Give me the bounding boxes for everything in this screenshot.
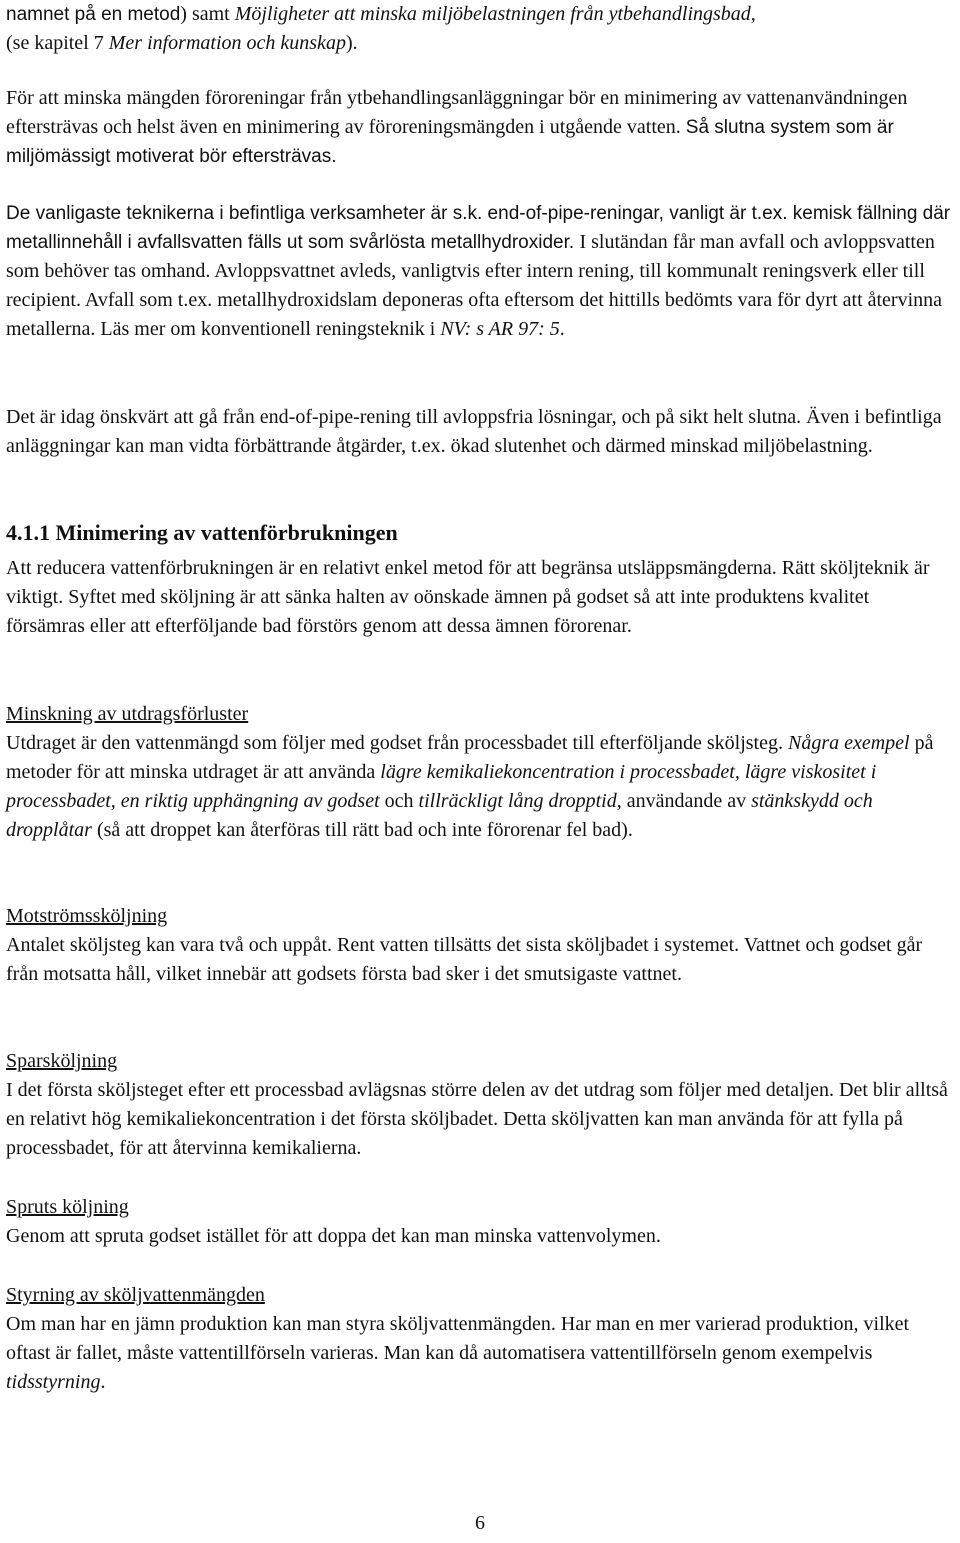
page-number: 6 xyxy=(475,1512,485,1534)
closed-systems-paragraph: Det är idag önskvärt att gå från end-of-pipe-rening till avloppsfria lösningar, och på sikt helt slutna. Även i befintliga anläggningar kan man vidta förbättrande åtgärder, t.ex. ökad slutenhet och därmed minskad miljöbelastning. xyxy=(6,406,942,457)
end-of-pipe-paragraph: De vanligaste teknikerna i befintliga verksamheter är s.k. end-of-pipe-reningar, vanligt är t.ex. kemisk fällning där metallinnehåll i avfallsvatten fälls ut som svårlösta metallhydroxider. I slutändan får man avfall och avloppsvatten som behöver tas omhand. Avloppsvattnet avleds, vanligtvis efter intern rening, till kommunalt reningsverk eller till recipient. Avfall som t.ex. metallhydroxidslam deponeras ofta eftersom det hittills bedömts vara för dyrt att återvinna metallerna. Läs mer om konventionell reningsteknik i NV: s AR 97: 5. xyxy=(6,203,951,340)
motstrom-paragraph: Antalet sköljsteg kan vara två och uppåt. Rent vatten tillsätts det sista sköljbadet i systemet. Vattnet och godset går från motsatta håll, vilket innebär att godsets första bad sker i det smutsigaste vattnet. xyxy=(6,934,923,985)
styrning-paragraph: Om man har en jämn produktion kan man styra sköljvattenmängden. Har man en mer varierad produktion, vilket oftast är fallet, måste vattentillförseln varieras. Man kan då automatisera vattentillförseln genom exempelvis tidsstyrning. xyxy=(6,1313,910,1393)
sprut-paragraph: Genom att spruta godset istället för att doppa det kan man minska vattenvolymen. xyxy=(6,1225,661,1247)
subheading-spar: Sparsköljning xyxy=(6,1050,118,1072)
spar-paragraph: I det första sköljsteget efter ett processbad avlägsnas större delen av det utdrag som följer med detaljen. Det blir alltså en relativt hög kemikaliekoncentration i det första sköljbadet. Detta sköljvatten kan man använda för att fylla på processbadet, för att återvinna kemikalierna. xyxy=(6,1079,948,1159)
minimize-paragraph: För att minska mängden föroreningar från ytbehandlingsanläggningar bör en minimering av vattenanvändningen eftersträvas och helst även en minimering av föroreningsmängden i utgående vatten. Så slutna system som är miljömässigt motiverat bör eftersträvas. xyxy=(6,87,908,167)
subheading-motstrom: Motströmssköljning xyxy=(6,905,168,927)
subheading-minskning: Minskning av utdragsförluster xyxy=(6,703,249,725)
subheading-styrning: Styrning av sköljvattenmängden xyxy=(6,1284,265,1306)
intro-paragraph: namnet på en metod) samt Möjligheter att minska miljöbelastningen från ytbehandlingsbad, (se kapitel 7 Mer information och kunskap). xyxy=(6,3,756,54)
subheading-sprut: Spruts köljning xyxy=(6,1196,129,1218)
section-heading-4-1-1: 4.1.1 Minimering av vattenförbrukningen xyxy=(6,520,398,545)
minskning-paragraph: Utdraget är den vattenmängd som följer med godset från processbadet till efterföljande sköljsteg. Några exempel på metoder för att minska utdraget är att använda lägre kemikaliekoncentration i processbadet, lägre viskositet i processbadet, en riktig upphängning av godset och tillräckligt lång dropptid, användande av stänkskydd och dropplåtar (så att droppet kan återföras till rätt bad och inte förorenar fel bad). xyxy=(6,732,934,841)
reduce-water-paragraph: Att reducera vattenförbrukningen är en relativt enkel metod för att begränsa utsläppsmängderna. Rätt sköljteknik är viktigt. Syftet med sköljning är att sänka halten av oönskade ämnen på godset så att inte produktens kvalitet försämras eller att efterföljande bad förstörs genom att dessa ämnen förorenar. xyxy=(6,557,930,637)
